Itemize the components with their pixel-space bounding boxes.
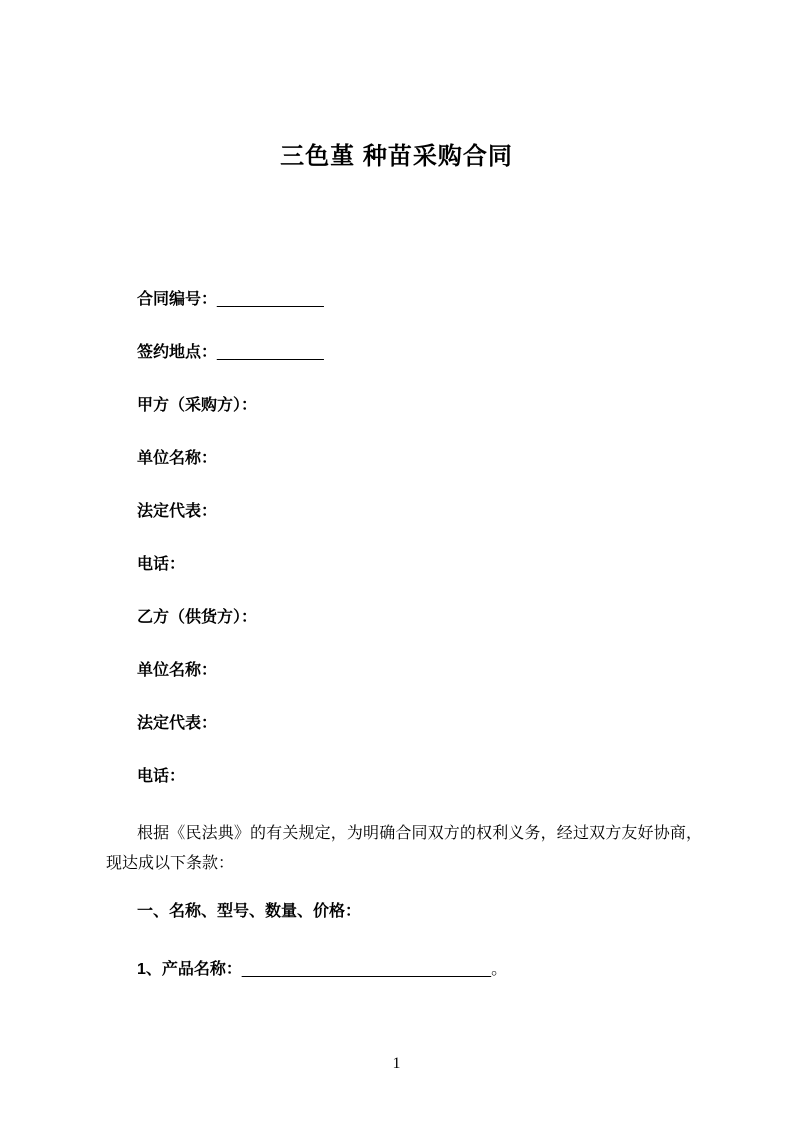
field-party-a-unit-name: [106, 448, 702, 470]
field-party-a-phone: [106, 554, 702, 576]
field-label: 电话：: [137, 768, 186, 785]
field-party-b: [106, 607, 702, 629]
field-label: 法定代表：: [137, 503, 218, 520]
section-1-heading: 一、名称、型号、数量、价格：: [137, 903, 362, 920]
blank-line: ____________: [217, 344, 324, 361]
field-label: 签约地点：: [137, 344, 218, 361]
item-product-name: [106, 959, 702, 981]
field-label: 合同编号：: [137, 291, 218, 308]
field-label: 单位名称：: [137, 450, 218, 467]
blank-line: ____________: [217, 291, 324, 308]
contract-header-fields: [106, 289, 702, 788]
document-title: 三色堇 种苗采购合同: [280, 143, 513, 170]
blank-line: ____________________________: [241, 961, 492, 978]
field-label: 乙方（供货方）：: [137, 609, 258, 626]
field-label: 电话：: [137, 556, 186, 573]
field-party-a-legal-rep: [106, 501, 702, 523]
intro-paragraph: 根据《民法典》的有关规定，为明确合同双方的权利义务，经过双方友好协商，现达成以下条款：: [106, 825, 702, 872]
page-number: 1: [392, 1055, 401, 1072]
field-label: 法定代表：: [137, 715, 218, 732]
field-contract-number: [106, 289, 702, 311]
field-party-b-unit-name: [106, 660, 702, 682]
field-signing-location: [106, 342, 702, 364]
field-party-b-legal-rep: [106, 713, 702, 735]
field-label: 单位名称：: [137, 662, 218, 679]
item-label: 1、产品名称：: [137, 961, 242, 978]
item-suffix: 。: [491, 961, 508, 978]
field-party-b-phone: [106, 766, 702, 788]
field-party-a: [106, 395, 702, 417]
document-content: [0, 289, 793, 981]
field-label: 甲方（采购方）：: [137, 397, 258, 414]
